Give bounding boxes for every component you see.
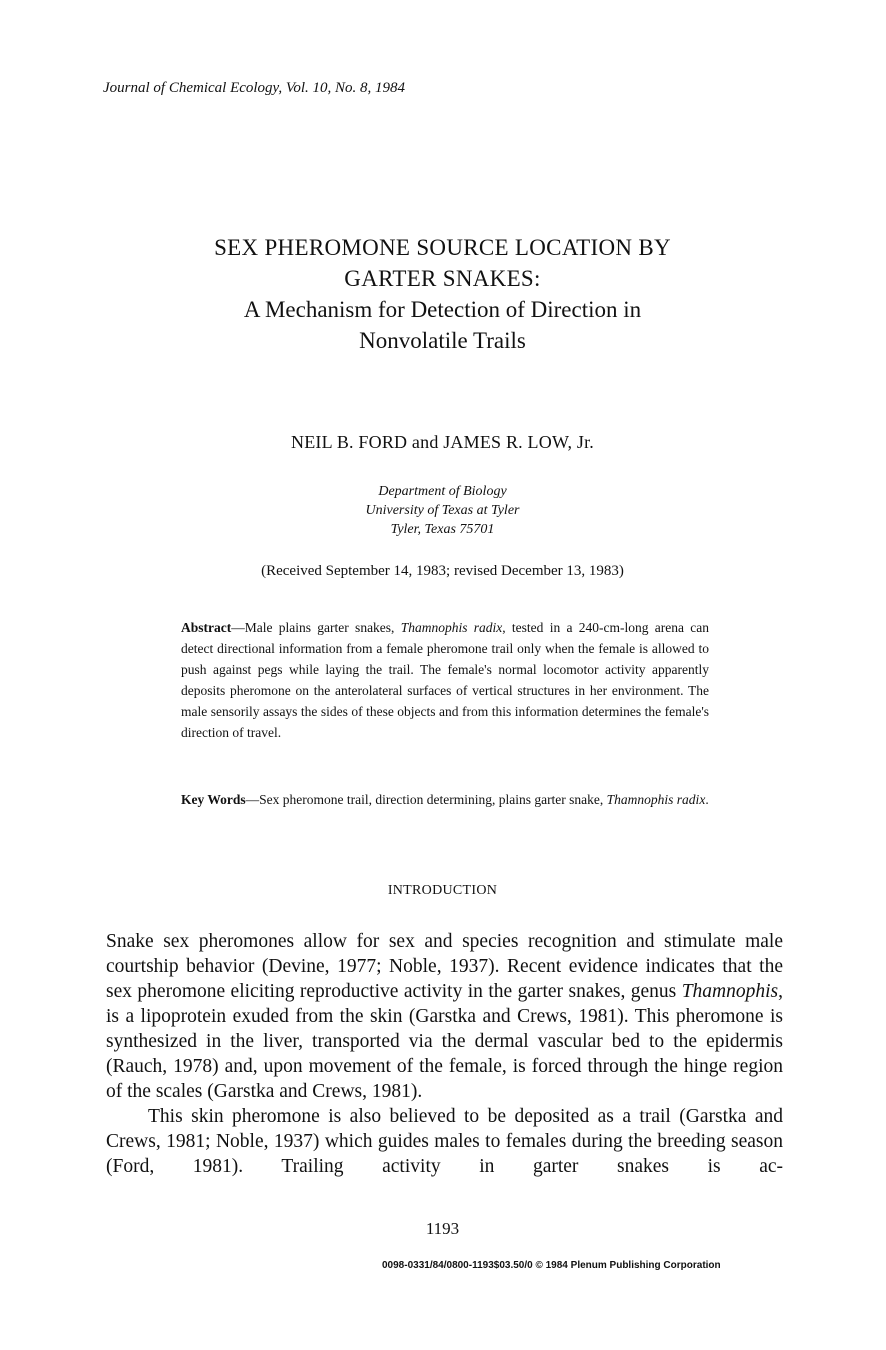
body-text [106, 929, 783, 1179]
section-heading-introduction: INTRODUCTION [387, 883, 498, 898]
key-words-dash: — [245, 792, 260, 807]
affiliation [110, 482, 775, 539]
key-words-species: Thamnophis radix [606, 792, 706, 807]
paragraph-1-text-a: Snake sex pheromones allow for sex and species recognition and stimulate male courtship behavior (Devine, 1977; Noble, 1937). Recent evidence indicates that the sex pheromone eliciting reproductive activity in the garter snakes, genus [106, 931, 783, 1002]
abstract-text-a: Male plains garter snakes, [244, 620, 401, 635]
abstract-label: Abstract [181, 620, 232, 635]
copyright-line: 0098-0331/84/0800-1193$03.50/0 © 1984 Plenum Publishing Corporation [382, 1260, 721, 1271]
page-number: 1193 [425, 1219, 460, 1238]
abstract-dash: — [231, 620, 245, 635]
article-title [110, 232, 775, 356]
abstract [181, 617, 709, 743]
received-dates: (Received September 14, 1983; revised December 13, 1983) [261, 563, 624, 579]
affiliation-university: University of Texas at Tyler [365, 503, 520, 518]
key-words [181, 789, 709, 810]
paragraph-1-genus: Thamnophis [681, 981, 779, 1002]
key-words-text: Sex pheromone trail, direction determining, plains garter snake, [259, 792, 607, 807]
key-words-label: Key Words [181, 792, 246, 807]
paragraph-2: This skin pheromone is also believed to be deposited as a trail (Garstka and Crews, 1981; Noble, 1937) which guides males to females during the breeding season (Ford, 1981). Trailing activity in garter snakes is ac- [106, 1106, 783, 1177]
journal-citation: Journal of Chemical Ecology, Vol. 10, No. 8, 1984 [103, 80, 406, 96]
paragraph-1-text-b: , is a lipoprotein exuded from the skin (Garstka and Crews, 1981). This pheromone is synthesized in the liver, transported via the dermal vascular bed to the epidermis (Rauch, 1978) and, upon movement of the female, is forced through the hinge region of the scales (Garstka and Crews, 1981). [106, 981, 783, 1102]
paragraph-1 [106, 929, 783, 1104]
title-line-2: GARTER SNAKES: [344, 266, 541, 291]
subtitle-line-2: Nonvolatile Trails [359, 328, 526, 353]
affiliation-city: Tyler, Texas 75701 [390, 522, 495, 537]
key-words-end: . [705, 792, 709, 807]
abstract-text-b: , tested in a 240-cm-long arena can detect directional information from a female pheromone trail only when the female is allowed to push against pegs while laying the trail. The female's normal locomotor activity apparently deposits pheromone on the anterolateral surfaces of vertical structures in her environment. The male sensorily assays the sides of these objects and from this information determines the female's direction of travel. [181, 620, 710, 740]
author-list: NEIL B. FORD and JAMES R. LOW, Jr. [291, 432, 594, 452]
title-line-1: SEX PHEROMONE SOURCE LOCATION BY [214, 235, 671, 260]
abstract-species: Thamnophis radix [400, 620, 503, 635]
affiliation-department: Department of Biology [378, 484, 507, 499]
subtitle-line-1: A Mechanism for Detection of Direction in [243, 297, 642, 322]
